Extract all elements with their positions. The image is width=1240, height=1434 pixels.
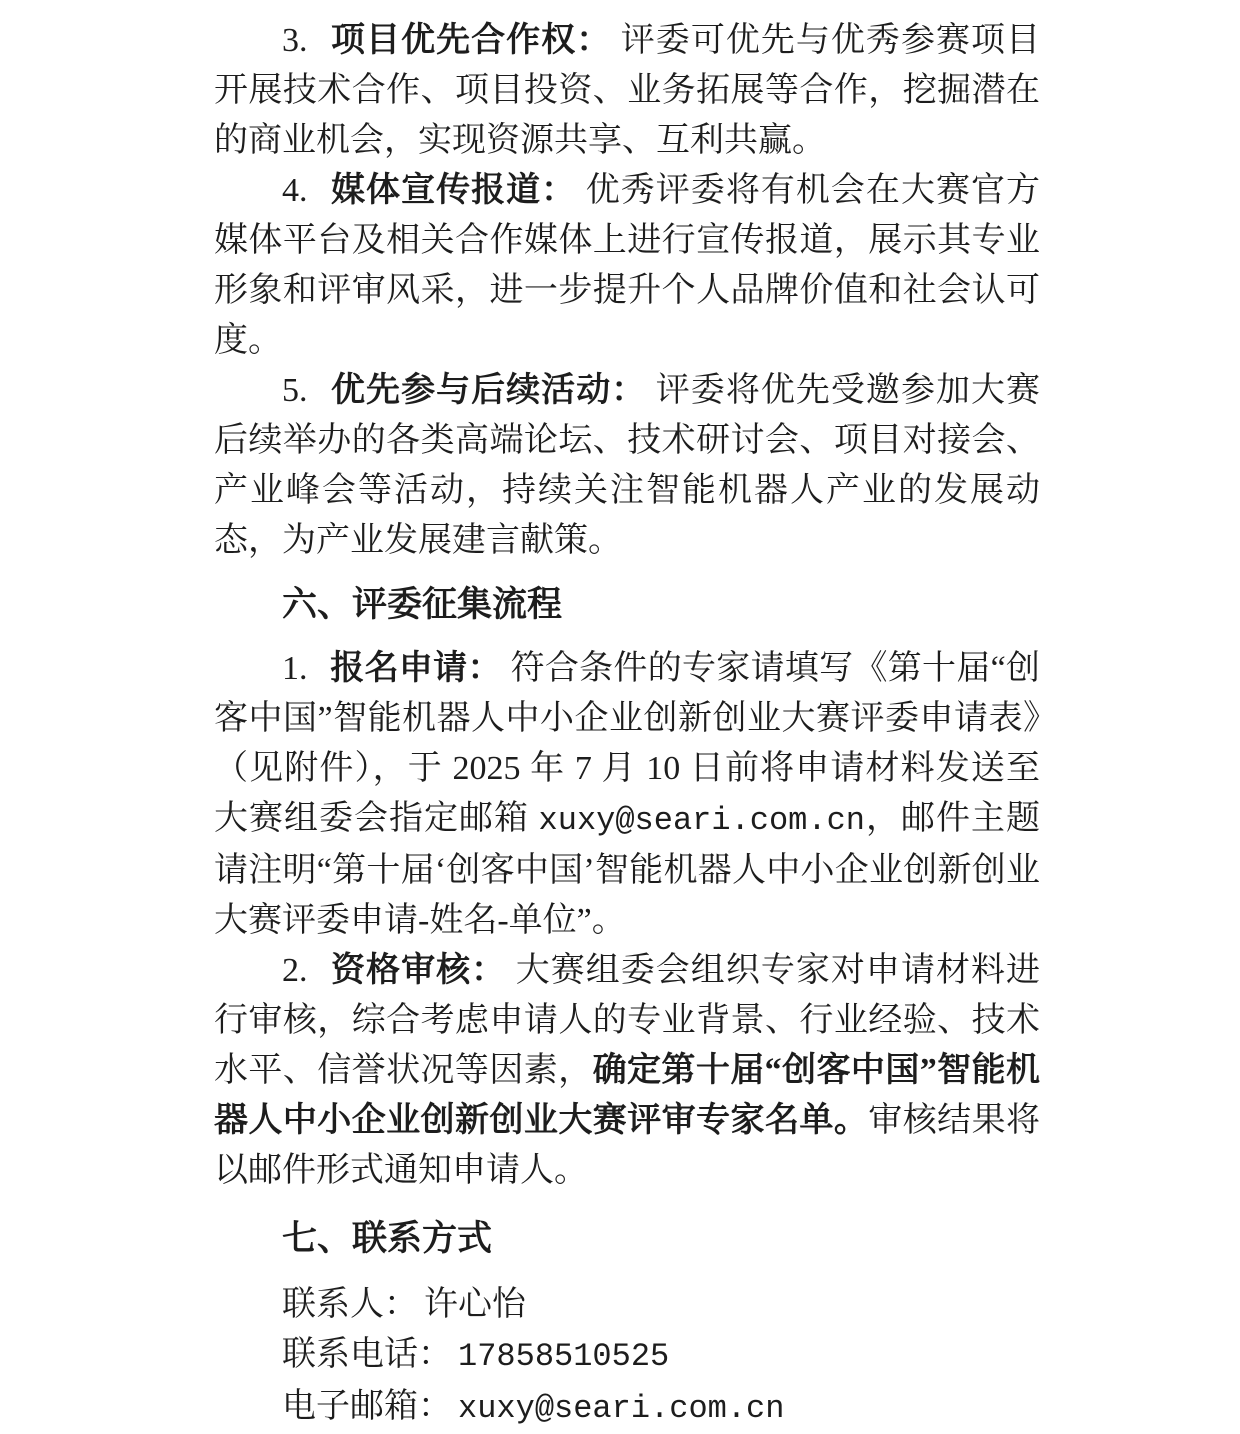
contact-phone-label: 联系电话： <box>282 1336 452 1373</box>
benefit-paragraph-3 <box>214 16 1040 166</box>
contact-email-row <box>214 1382 1040 1434</box>
item-body-text: 符合条件的专家请填写《第十届“创客中国”智能机器人中小企业创新创业大赛评委申请表》（见附件），于 2025 年 7 月 10 日前将申请材料发送至大赛组委会指定邮箱 <box>214 650 1041 837</box>
item-lead-bold: 报名申请： <box>330 650 502 687</box>
benefit-paragraph-5 <box>214 366 1040 566</box>
application-email-inline: xuxy@seari.com.cn <box>538 802 865 839</box>
contact-person-label: 联系人： <box>282 1286 418 1323</box>
contact-person-value: 许心怡 <box>424 1286 526 1323</box>
contact-email-value: xuxy@seari.com.cn <box>458 1390 785 1427</box>
item-number: 2. <box>282 952 308 989</box>
item-number: 1. <box>282 650 308 687</box>
contact-email-label: 电子邮箱： <box>282 1388 452 1425</box>
contact-phone-row <box>214 1330 1040 1382</box>
item-body-text: 评委将优先受邀参加大赛后续举办的各类高端论坛、技术研讨会、项目对接会、产业峰会等活动，持续关注智能机器人产业的发展动态，为产业发展建言献策。 <box>214 372 1041 559</box>
item-lead-bold: 项目优先合作权： <box>331 22 612 59</box>
section-heading-process: 六、评委征集流程 <box>282 585 563 624</box>
item-body-text: ，邮件主题请注明“第十届‘创客中国’智能机器人中小企业创新创业大赛评委申请-姓名-单位”。 <box>214 800 1040 939</box>
item-body-text: 评委可优先与优秀参赛项目开展技术合作、项目投资、业务拓展等合作，挖掘潜在的商业机会，实现资源共享、互利共赢。 <box>214 22 1041 159</box>
item-number: 4. <box>282 172 308 209</box>
item-lead-bold: 媒体宣传报道： <box>331 172 577 209</box>
process-step-1 <box>214 644 1040 946</box>
item-lead-bold: 优先参与后续活动： <box>331 372 647 409</box>
item-body-text: 大赛组委会组织专家对申请材料进行审核，综合考虑申请人的专业背景、行业经验、技术水平、信誉状况等因素， <box>214 952 1041 1089</box>
section-heading-contact: 七、联系方式 <box>282 1219 493 1258</box>
item-body-text: 审核结果将以邮件形式通知申请人。 <box>214 1102 1041 1189</box>
item-lead-bold: 资格审核： <box>331 952 507 989</box>
expert-list-bold-run: 确定第十届“创客中国”智能机器人中小企业创新创业大赛评审专家名单。 <box>214 1052 1041 1139</box>
document-content <box>214 0 1040 1434</box>
item-number: 3. <box>282 22 308 59</box>
item-body-text: 优秀评委将有机会在大赛官方媒体平台及相关合作媒体上进行宣传报道，展示其专业形象和评审风采，进一步提升个人品牌价值和社会认可度。 <box>214 172 1041 359</box>
item-number: 5. <box>282 372 308 409</box>
benefit-paragraph-4 <box>214 166 1040 366</box>
process-step-2 <box>214 946 1040 1196</box>
contact-phone-value: 17858510525 <box>458 1338 670 1375</box>
contact-person-row <box>214 1280 1040 1330</box>
